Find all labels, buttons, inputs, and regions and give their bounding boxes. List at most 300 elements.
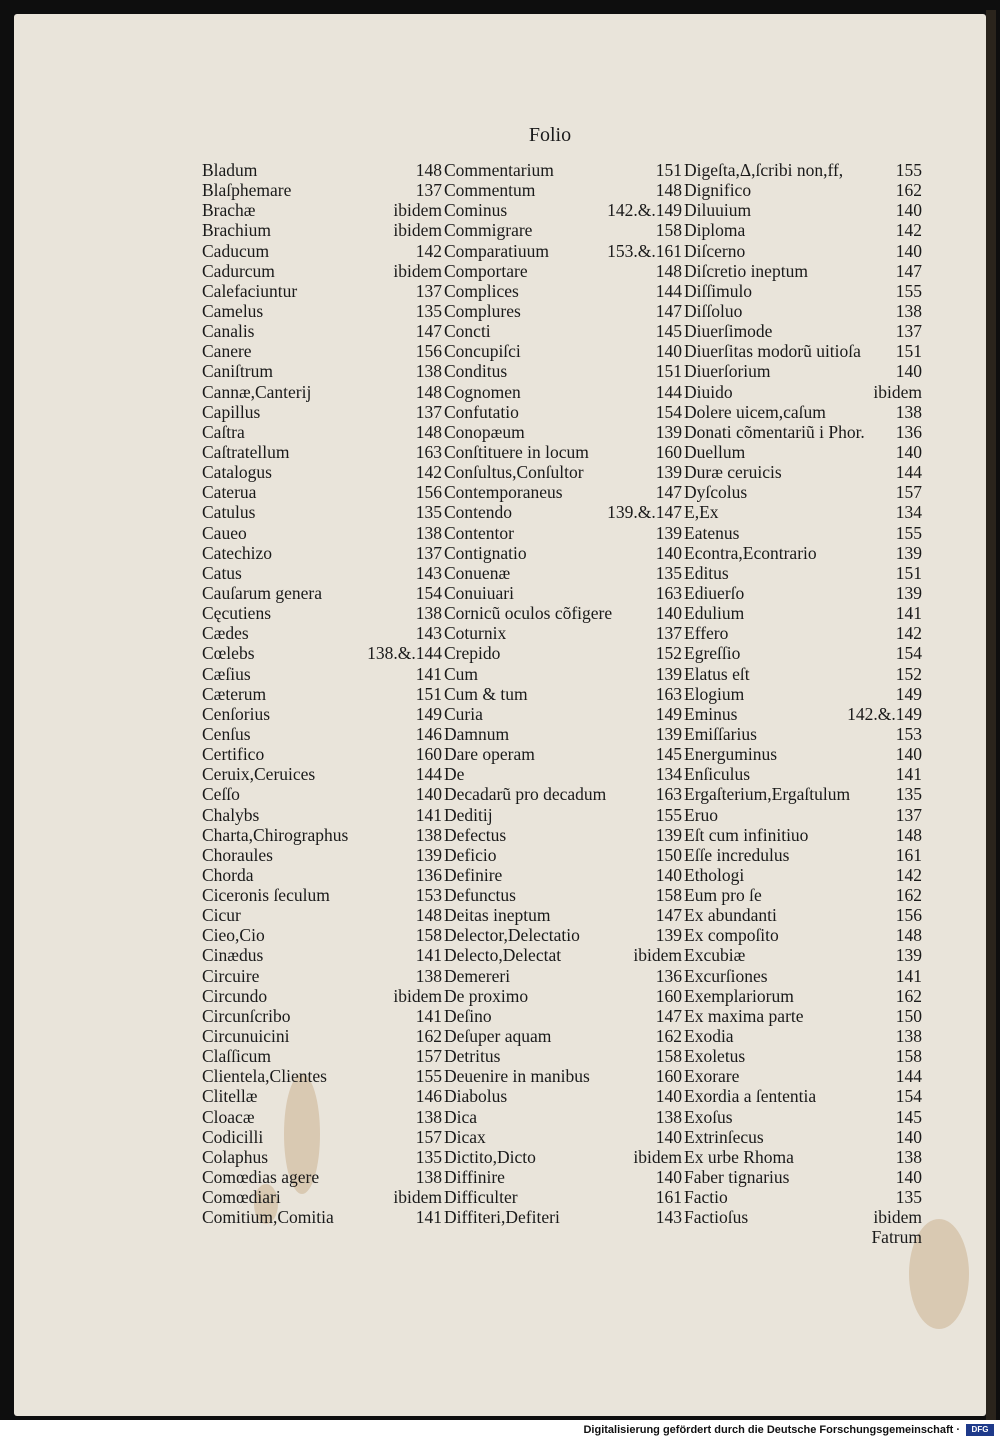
folio-reference: 155: [895, 522, 922, 543]
index-term: Blaſphemare: [202, 180, 292, 201]
index-entry: [684, 1086, 922, 1106]
folio-reference: 160: [655, 441, 682, 462]
index-entry: [444, 583, 682, 603]
index-entry: [202, 1046, 442, 1066]
folio-reference: ibidem: [393, 1187, 442, 1208]
index-term: Eſt cum infinitiuo: [684, 824, 809, 845]
index-term: Donati cõmentariũ i Phor.: [684, 421, 865, 442]
index-entry: [444, 905, 682, 925]
folio-reference: 141: [415, 945, 442, 966]
index-term: Cæſius: [202, 663, 251, 684]
folio-reference: 151: [895, 562, 922, 583]
folio-reference: 149: [655, 703, 682, 724]
index-term: Difficulter: [444, 1187, 518, 1208]
folio-reference: 140: [655, 341, 682, 362]
index-entry: [444, 664, 682, 684]
folio-reference: 137: [895, 804, 922, 825]
folio-reference: 134: [655, 764, 682, 785]
index-entry: [684, 784, 922, 804]
folio-reference: 139: [655, 824, 682, 845]
folio-reference: 162: [415, 1026, 442, 1047]
book-edge: [986, 10, 996, 1420]
folio-reference: 145: [895, 1106, 922, 1127]
index-entry: [684, 462, 922, 482]
folio-reference: 141: [415, 1207, 442, 1228]
folio-reference: 152: [895, 663, 922, 684]
folio-reference: 138: [415, 824, 442, 845]
index-entry: [444, 744, 682, 764]
index-term: Contendo: [444, 502, 513, 523]
folio-reference: 140: [895, 744, 922, 765]
folio-reference: 157: [415, 1126, 442, 1147]
folio-reference: 137: [415, 180, 442, 201]
index-entry: [684, 643, 922, 663]
folio-reference: 151: [655, 160, 682, 180]
index-term: Calefaciuntur: [202, 280, 298, 301]
folio-reference: 141: [415, 1005, 442, 1026]
index-entry: [444, 623, 682, 643]
folio-reference: 144: [415, 764, 442, 785]
index-term: Cædes: [202, 623, 249, 644]
folio-reference: 143: [415, 623, 442, 644]
index-term: Circunſcribo: [202, 1005, 291, 1026]
index-term: Deficio: [444, 844, 497, 865]
index-entry: [444, 1127, 682, 1147]
index-term: Econtra,Econtrario: [684, 542, 817, 563]
index-term: Colaphus: [202, 1146, 269, 1167]
index-term: Comportare: [444, 260, 528, 281]
index-term: Brachæ: [202, 200, 256, 221]
index-entry: [202, 744, 442, 764]
folio-reference: 140: [415, 784, 442, 805]
index-term: Definire: [444, 864, 503, 885]
index-term: Edulium: [684, 603, 745, 624]
index-entry: [444, 1167, 682, 1187]
index-entry: [684, 684, 922, 704]
folio-reference: 138: [895, 401, 922, 422]
folio-reference: 155: [895, 160, 922, 180]
index-term: De proximo: [444, 985, 529, 1006]
folio-reference: 140: [895, 441, 922, 462]
index-entry: [684, 220, 922, 240]
index-term: Editus: [684, 562, 729, 583]
index-column-1: [202, 160, 442, 1227]
folio-reference: 137: [415, 280, 442, 301]
index-term: Clitellæ: [202, 1086, 258, 1107]
folio-reference: 141: [415, 663, 442, 684]
folio-reference: 163: [655, 784, 682, 805]
folio-reference: ibidem: [393, 200, 442, 221]
index-entry: [202, 160, 442, 180]
index-term: Diffiteri,Defiteri: [444, 1207, 560, 1228]
index-term: Brachium: [202, 220, 272, 241]
index-entry: [202, 422, 442, 442]
folio-reference: 136: [655, 965, 682, 986]
index-entry: [684, 563, 922, 583]
index-term: Cannæ,Canterij: [202, 381, 312, 402]
index-entry: [444, 865, 682, 885]
index-column-3: [684, 160, 922, 1248]
folio-reference: 140: [895, 200, 922, 221]
index-entry: [684, 885, 922, 905]
index-entry: [444, 1107, 682, 1127]
folio-reference: 149: [895, 683, 922, 704]
index-term: Exoletus: [684, 1046, 746, 1067]
folio-reference: 143: [415, 562, 442, 583]
folio-reference: 142: [895, 623, 922, 644]
folio-reference: ibidem: [393, 260, 442, 281]
folio-reference: Fatrum: [871, 1227, 922, 1248]
folio-reference: 160: [415, 744, 442, 765]
folio-reference: 145: [655, 321, 682, 342]
index-entry: [444, 200, 682, 220]
index-term: Diſſimulo: [684, 280, 753, 301]
folio-reference: 140: [655, 1126, 682, 1147]
index-term: Diuerſitas modorũ uitioſa: [684, 341, 861, 362]
index-term: Complices: [444, 280, 519, 301]
index-term: Eruo: [684, 804, 719, 825]
index-entry: [202, 623, 442, 643]
index-term: Caueo: [202, 522, 247, 543]
dfg-credit-text: Digitalisierung gefördert durch die Deutsche Forschungsgemeinschaft ·: [583, 1424, 960, 1436]
index-term: Exordia a ſententia: [684, 1086, 817, 1107]
index-entry: [202, 1086, 442, 1106]
index-entry: [684, 664, 922, 684]
index-term: Commentum: [444, 180, 536, 201]
index-term: Coturnix: [444, 623, 507, 644]
index-term: Chalybs: [202, 804, 260, 825]
folio-reference: ibidem: [873, 381, 922, 402]
folio-reference: 148: [895, 824, 922, 845]
index-entry: [444, 643, 682, 663]
folio-reference: 143: [655, 1207, 682, 1228]
folio-reference: 145: [655, 744, 682, 765]
index-term: Diploma: [684, 220, 746, 241]
index-term: Cenſus: [202, 723, 251, 744]
folio-reference: 137: [415, 401, 442, 422]
index-term: Circunuicini: [202, 1026, 290, 1047]
folio-reference: 151: [415, 683, 442, 704]
index-entry: [444, 180, 682, 200]
folio-reference: 138: [415, 1106, 442, 1127]
folio-reference: 134: [895, 502, 922, 523]
index-entry: [202, 724, 442, 744]
index-term: Factioſus: [684, 1207, 749, 1228]
index-entry: [202, 301, 442, 321]
index-entry: [202, 1006, 442, 1026]
folio-reference: 135: [415, 300, 442, 321]
index-entry: [684, 1227, 922, 1247]
folio-reference: 140: [895, 240, 922, 261]
index-entry: [684, 422, 922, 442]
index-entry: [684, 382, 922, 402]
index-term: Ediuerſo: [684, 582, 745, 603]
index-term: Diabolus: [444, 1086, 508, 1107]
index-term: Catus: [202, 562, 242, 583]
index-term: Diſcretio ineptum: [684, 260, 808, 281]
folio-reference: 154: [655, 401, 682, 422]
index-term: Commentarium: [444, 160, 554, 180]
index-entry: [202, 1066, 442, 1086]
index-entry: [444, 1147, 682, 1167]
folio-reference: 142.&.149: [847, 703, 922, 724]
folio-reference: 139: [895, 542, 922, 563]
index-term: Crepido: [444, 643, 501, 664]
folio-reference: 137: [655, 623, 682, 644]
folio-reference: 150: [895, 1005, 922, 1026]
index-term: Dolere uicem,caſum: [684, 401, 826, 422]
index-entry: [684, 1167, 922, 1187]
index-term: Comparatiuum: [444, 240, 549, 261]
index-entry: [202, 764, 442, 784]
index-term: Codicilli: [202, 1126, 264, 1147]
index-term: Dicax: [444, 1126, 486, 1147]
index-term: Diluuium: [684, 200, 752, 221]
index-entry: [202, 583, 442, 603]
index-entry: [444, 1207, 682, 1227]
index-entry: [444, 543, 682, 563]
index-entry: [202, 966, 442, 986]
index-term: Cęcutiens: [202, 603, 272, 624]
index-entry: [202, 805, 442, 825]
index-term: Deitas ineptum: [444, 905, 551, 926]
index-entry: [202, 885, 442, 905]
index-entry: [202, 1167, 442, 1187]
index-term: Diſſoluo: [684, 300, 743, 321]
index-entry: [444, 523, 682, 543]
index-entry: [202, 925, 442, 945]
index-entry: [444, 321, 682, 341]
index-entry: [202, 945, 442, 965]
folio-reference: 152: [655, 643, 682, 664]
folio-reference: 149: [415, 703, 442, 724]
index-entry: [202, 220, 442, 240]
index-term: Circuire: [202, 965, 260, 986]
folio-reference: 140: [655, 1086, 682, 1107]
index-column-2: [444, 160, 682, 1227]
index-term: Claſſicum: [202, 1046, 272, 1067]
folio-reference: 138: [415, 965, 442, 986]
folio-reference: 138.&.144: [367, 643, 442, 664]
index-entry: [444, 825, 682, 845]
index-term: Exorare: [684, 1066, 740, 1087]
folio-reference: 141: [415, 804, 442, 825]
index-term: Dica: [444, 1106, 478, 1127]
index-term: Extrinſecus: [684, 1126, 764, 1147]
index-term: Ex abundanti: [684, 905, 777, 926]
index-term: Charta,Chirographus: [202, 824, 349, 845]
index-term: Diuerſimode: [684, 321, 773, 342]
folio-reference: 144: [655, 280, 682, 301]
index-entry: [444, 1006, 682, 1026]
folio-reference: ibidem: [633, 1146, 682, 1167]
folio-reference: 148: [415, 160, 442, 180]
index-term: Defectus: [444, 824, 507, 845]
index-entry: [444, 684, 682, 704]
index-entry: [202, 321, 442, 341]
index-entry: [684, 160, 922, 180]
index-entry: [684, 200, 922, 220]
folio-reference: 158: [895, 1046, 922, 1067]
folio-reference: 138: [895, 1146, 922, 1167]
folio-reference: 140: [655, 864, 682, 885]
index-entry: [684, 361, 922, 381]
index-entry: [202, 825, 442, 845]
folio-reference: 138: [415, 603, 442, 624]
index-entry: [202, 462, 442, 482]
index-term: Ex maxima parte: [684, 1005, 804, 1026]
folio-reference: 162: [895, 885, 922, 906]
index-entry: [684, 1107, 922, 1127]
index-term: Dare operam: [444, 744, 535, 765]
folio-reference: 147: [655, 300, 682, 321]
index-entry: [202, 402, 442, 422]
index-entry: [444, 724, 682, 744]
folio-reference: 147: [415, 321, 442, 342]
index-term: Ex compoſito: [684, 925, 779, 946]
index-term: Diuerſorium: [684, 361, 771, 382]
folio-reference: 158: [655, 1046, 682, 1067]
index-term: Ergaſterium,Ergaſtulum: [684, 784, 851, 805]
index-entry: [684, 402, 922, 422]
index-term: Ciceronis ſeculum: [202, 885, 330, 906]
folio-reference: ibidem: [393, 220, 442, 241]
index-term: Conſultus,Conſultor: [444, 462, 584, 483]
folio-reference: 142.&.149: [607, 200, 682, 221]
index-term: Dictito,Dicto: [444, 1146, 536, 1167]
index-entry: [444, 361, 682, 381]
index-term: Excubiæ: [684, 945, 746, 966]
index-term: Cominus: [444, 200, 508, 221]
index-term: Diuido: [684, 381, 733, 402]
index-entry: [684, 986, 922, 1006]
folio-reference: ibidem: [393, 985, 442, 1006]
index-entry: [202, 865, 442, 885]
folio-reference: 157: [895, 482, 922, 503]
index-entry: [202, 361, 442, 381]
folio-reference: 139: [655, 663, 682, 684]
index-term: Camelus: [202, 300, 264, 321]
index-entry: [444, 966, 682, 986]
folio-reference: 136: [415, 864, 442, 885]
index-term: Deuenire in manibus: [444, 1066, 590, 1087]
index-term: Diffinire: [444, 1167, 505, 1188]
index-entry: [202, 382, 442, 402]
index-term: Ceruix,Ceruices: [202, 764, 316, 785]
folio-reference: 138: [895, 300, 922, 321]
index-entry: [684, 321, 922, 341]
index-entry: [202, 502, 442, 522]
folio-reference: 140: [655, 1167, 682, 1188]
folio-reference: 136: [895, 421, 922, 442]
folio-reference: 139: [895, 582, 922, 603]
index-term: Defunctus: [444, 885, 516, 906]
index-entry: [444, 885, 682, 905]
index-entry: [684, 825, 922, 845]
index-entry: [444, 1066, 682, 1086]
index-term: Certifico: [202, 744, 265, 765]
folio-reference: 139: [655, 421, 682, 442]
folio-reference: 147: [655, 482, 682, 503]
index-term: Curia: [444, 703, 483, 724]
index-entry: [684, 1127, 922, 1147]
folio-reference: ibidem: [873, 1207, 922, 1228]
index-term: Confutatio: [444, 401, 519, 422]
index-entry: [684, 442, 922, 462]
folio-reference: 142: [895, 220, 922, 241]
index-entry: [202, 845, 442, 865]
index-entry: [202, 241, 442, 261]
folio-reference: 137: [895, 321, 922, 342]
folio-reference: 144: [895, 1066, 922, 1087]
index-term: Comœdiari: [202, 1187, 281, 1208]
index-term: Catulus: [202, 502, 256, 523]
folio-reference: 156: [415, 482, 442, 503]
folio-reference: 140: [895, 361, 922, 382]
index-entry: [444, 1187, 682, 1207]
index-term: Emiſſarius: [684, 723, 757, 744]
digitization-footer: [0, 1420, 1000, 1440]
folio-reference: 153.&.161: [607, 240, 682, 261]
folio-reference: 135: [415, 502, 442, 523]
folio-reference: 138: [895, 1026, 922, 1047]
folio-reference: 139: [655, 462, 682, 483]
index-entry: [444, 382, 682, 402]
index-entry: [684, 482, 922, 502]
index-entry: [444, 220, 682, 240]
index-entry: [202, 905, 442, 925]
index-entry: [444, 845, 682, 865]
index-entry: [444, 1026, 682, 1046]
index-entry: [684, 925, 922, 945]
index-entry: [444, 462, 682, 482]
folio-reference: 154: [895, 1086, 922, 1107]
folio-reference: 157: [415, 1046, 442, 1067]
index-entry: [684, 1147, 922, 1167]
index-entry: [684, 583, 922, 603]
folio-reference: 139: [655, 925, 682, 946]
index-entry: [202, 684, 442, 704]
index-term: Exodia: [684, 1026, 734, 1047]
folio-reference: 142: [415, 462, 442, 483]
index-term: Egreſſio: [684, 643, 741, 664]
index-entry: [684, 865, 922, 885]
folio-reference: 148: [655, 260, 682, 281]
index-term: Decadarũ pro decadum: [444, 784, 607, 805]
folio-reference: 154: [895, 643, 922, 664]
index-entry: [684, 543, 922, 563]
index-entry: [444, 945, 682, 965]
index-term: Faber tignarius: [684, 1167, 790, 1188]
index-entry: [684, 1046, 922, 1066]
index-entry: [444, 704, 682, 724]
index-entry: [684, 523, 922, 543]
index-term: Conditus: [444, 361, 508, 382]
folio-reference: 144: [895, 462, 922, 483]
folio-reference: 161: [655, 1187, 682, 1208]
index-term: Energuminus: [684, 744, 778, 765]
index-term: Comitium,Comitia: [202, 1207, 334, 1228]
index-entry: [202, 664, 442, 684]
index-term: Conopæum: [444, 421, 525, 442]
index-entry: [444, 986, 682, 1006]
folio-reference: 148: [895, 925, 922, 946]
index-term: Cœlebs: [202, 643, 255, 664]
index-term: Cognomen: [444, 381, 521, 402]
index-term: Eatenus: [684, 522, 740, 543]
index-term: Caſtra: [202, 421, 245, 442]
index-entry: [444, 563, 682, 583]
